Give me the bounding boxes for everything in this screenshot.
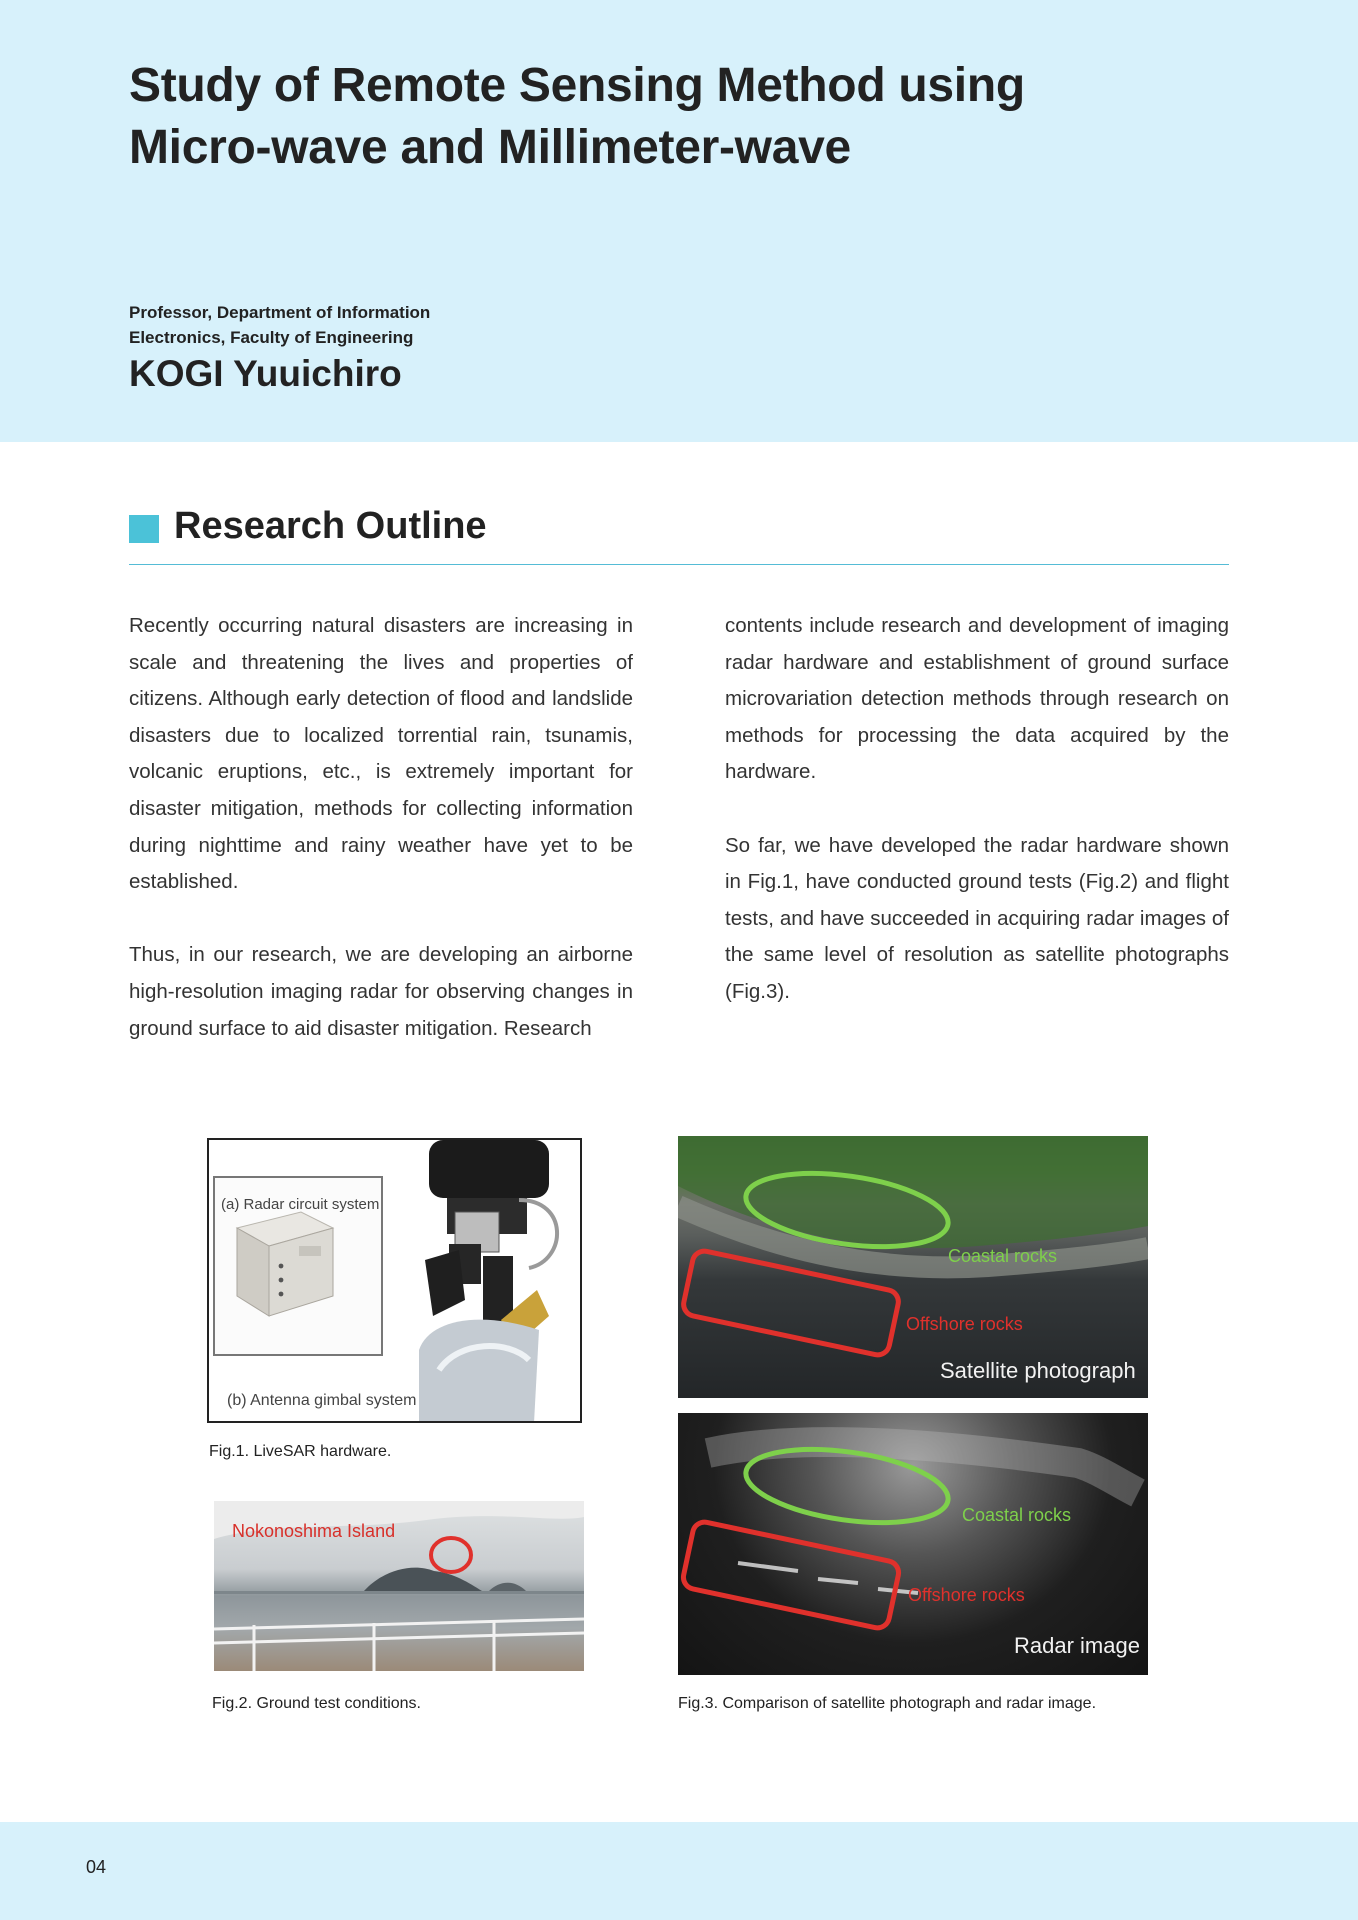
- affiliation-line-1: Professor, Department of Information: [129, 303, 431, 322]
- figure-3-radar-image: [678, 1413, 1148, 1675]
- body-column-right: [725, 608, 1229, 1011]
- page-number: 04: [86, 1857, 107, 1877]
- paragraph: Recently occurring natural disasters are increasing in scale and threatening the lives and properties of citizens. Although early detection of flood and landslide disasters due to localized torrential rain, tsunamis, volcanic eruptions, etc., is extremely important for disaster mitigation, methods for collecting information during nighttime and rainy weather have yet to be established.: [129, 614, 633, 894]
- figure-3-top-coastal-label: Coastal rocks: [948, 1246, 1058, 1266]
- paragraph: So far, we have developed the radar hardware shown in Fig.1, have conducted ground tests (Fig.2) and flight tests, and have succeeded in acquiring radar images of the same level of resolution as satellite photographs (Fig.3).: [725, 833, 1229, 1003]
- radar-unit-illustration: [229, 1200, 341, 1320]
- paragraph: contents include research and development of imaging radar hardware and establishment of ground surface microvariation detection methods through research on methods for processing the data acquired by the hardware.: [725, 614, 1229, 784]
- title-line-1: Study of Remote Sensing Method using: [129, 59, 1025, 112]
- figure-3-top-title: Satellite photograph: [940, 1358, 1136, 1383]
- offshore-rocks-outline: [681, 1520, 901, 1630]
- author-name: KOGI Yuuichiro: [129, 353, 402, 394]
- figure-1-caption: Fig.1. LiveSAR hardware.: [209, 1443, 392, 1460]
- figure-3-top-offshore-label: Offshore rocks: [906, 1314, 1023, 1334]
- figure-2-image: [214, 1501, 584, 1671]
- figure-2-label: Nokonoshima Island: [232, 1521, 396, 1541]
- figure-3-bottom-offshore-label: Offshore rocks: [908, 1585, 1025, 1605]
- section-divider: [129, 564, 1229, 565]
- antenna-gimbal-illustration: [419, 1140, 582, 1423]
- figure-2-caption: Fig.2. Ground test conditions.: [212, 1695, 421, 1712]
- author-affiliation: [129, 300, 729, 350]
- footer-band: [0, 1822, 1358, 1920]
- section-marker-square: [129, 515, 159, 543]
- figure-1-label-a: (a) Radar circuit system: [221, 1196, 380, 1213]
- figure-1-image: [207, 1138, 582, 1423]
- affiliation-line-2: Electronics, Faculty of Engineering: [129, 328, 414, 347]
- title-line-2: Micro-wave and Millimeter-wave: [129, 121, 851, 174]
- body-column-left: [129, 608, 633, 1047]
- page-title: [129, 55, 1229, 179]
- figure-3-caption: Fig.3. Comparison of satellite photograph and radar image.: [678, 1695, 1097, 1712]
- paragraph: Thus, in our research, we are developing an airborne high-resolution imaging radar for observing changes in ground surface to aid disaster mitigation. Research: [129, 943, 633, 1040]
- section-title: Research Outline: [174, 505, 487, 547]
- target-circle: [431, 1538, 471, 1572]
- figure-3-bottom-coastal-label: Coastal rocks: [962, 1505, 1072, 1525]
- figure-1-label-b: (b) Antenna gimbal system: [227, 1392, 417, 1409]
- figure-3-satellite-photo: [678, 1136, 1148, 1398]
- figure-3-bottom-title: Radar image: [1014, 1633, 1140, 1658]
